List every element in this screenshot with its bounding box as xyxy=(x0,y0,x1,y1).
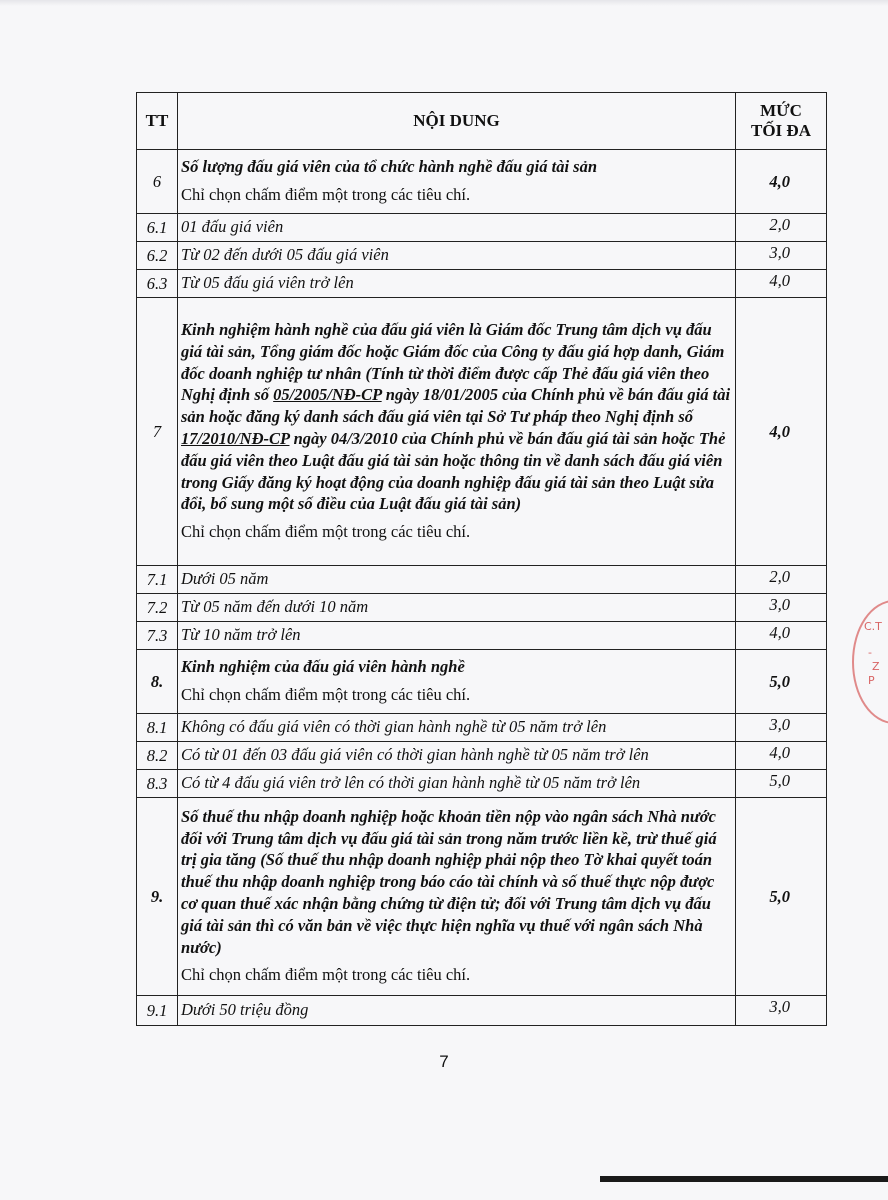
criterion-title: Kinh nghiệm của đấu giá viên hành nghề xyxy=(181,657,465,677)
red-seal-stamp: C.T - Z P xyxy=(852,600,888,724)
criterion-note: Chỉ chọn chấm điểm một trong các tiêu chí. xyxy=(181,965,471,985)
table-row xyxy=(137,996,827,1026)
max-score: 3,0 xyxy=(736,242,827,270)
table-row xyxy=(137,298,827,566)
table-row xyxy=(137,770,827,798)
max-score: 4,0 xyxy=(736,150,827,214)
criterion-text: Có từ 01 đến 03 đấu giá viên có thời gian hành nghề từ 05 năm trở lên xyxy=(178,742,736,770)
row-tt: 7 xyxy=(137,298,178,566)
table-row xyxy=(137,242,827,270)
criterion-text: Từ 05 năm đến dưới 10 năm xyxy=(178,594,736,622)
table-row xyxy=(137,214,827,242)
max-score: 5,0 xyxy=(736,770,827,798)
criterion-text: Không có đấu giá viên có thời gian hành nghề từ 05 năm trở lên xyxy=(178,714,736,742)
table-row xyxy=(137,650,827,714)
criterion-note: Chỉ chọn chấm điểm một trong các tiêu chí. xyxy=(181,685,471,704)
criterion-text: 01 đấu giá viên xyxy=(178,214,736,242)
row-tt: 8.1 xyxy=(137,714,178,742)
criterion-text: Từ 05 đấu giá viên trở lên xyxy=(178,270,736,298)
criterion-note: Chỉ chọn chấm điểm một trong các tiêu chí. xyxy=(181,185,471,204)
page-number: 7 xyxy=(439,1052,449,1071)
row-tt: 8.3 xyxy=(137,770,178,798)
decree-reference: 17/2010/NĐ-CP xyxy=(181,429,290,448)
header-max-line1: MỨC xyxy=(760,100,802,120)
table-row xyxy=(137,270,827,298)
criterion-text: Dưới 05 năm xyxy=(178,566,736,594)
table-row xyxy=(137,742,827,770)
row-tt: 6.2 xyxy=(137,242,178,270)
scan-edge-bar xyxy=(600,1176,888,1182)
criterion-title: Kinh nghiệm hành nghề của đấu giá viên là Giám đốc Trung tâm dịch vụ đấu giá tài sản, Tổng giám đốc hoặc Giám đốc của Công ty đấu giá hợp danh, Giám đốc doanh nghiệp tư nhân (Tính từ thời điểm được cấp Thẻ đấu giá viên theo Nghị định số 05/2005/NĐ-CP ngày 18/01/2005 của Chính phủ về bán đấu giá tài sản hoặc đăng ký danh sách đấu giá viên tại Sở Tư pháp theo Nghị định số 17/2010/NĐ-CP ngày 04/3/2010 của Chính phủ về bán đấu giá tài sản hoặc Thẻ đấu giá viên theo Luật đấu giá tài sản hoặc thông tin về danh sách đấu giá viên trong Giấy đăng ký hoạt động của doanh nghiệp đấu giá tài sản theo Luật sửa đổi, bổ sung một số điều của Luật đấu giá tài sản) xyxy=(181,320,731,514)
row-tt: 6.1 xyxy=(137,214,178,242)
row-tt: 7.3 xyxy=(137,622,178,650)
row-tt: 8. xyxy=(137,650,178,714)
max-score: 5,0 xyxy=(736,798,827,996)
row-tt: 8.2 xyxy=(137,742,178,770)
criterion-title: Số lượng đấu giá viên của tổ chức hành nghề đấu giá tài sản xyxy=(181,157,597,177)
table-row xyxy=(137,150,827,214)
criterion-text: Từ 10 năm trở lên xyxy=(178,622,736,650)
max-score: 5,0 xyxy=(736,650,827,714)
row-tt: 6 xyxy=(137,150,178,214)
header-tt: TT xyxy=(137,93,178,150)
row-tt: 7.1 xyxy=(137,566,178,594)
max-score: 3,0 xyxy=(736,594,827,622)
scan-edge xyxy=(0,0,888,6)
table-row xyxy=(137,594,827,622)
max-score: 4,0 xyxy=(736,742,827,770)
max-score: 3,0 xyxy=(736,996,827,1026)
row-tt: 7.2 xyxy=(137,594,178,622)
table-header-row xyxy=(137,93,827,150)
criterion-note: Chỉ chọn chấm điểm một trong các tiêu chí. xyxy=(181,522,471,542)
header-content: NỘI DUNG xyxy=(178,93,736,150)
header-max-score xyxy=(736,93,827,150)
max-score: 4,0 xyxy=(736,270,827,298)
max-score: 4,0 xyxy=(736,298,827,566)
criterion-text: Từ 02 đến dưới 05 đấu giá viên xyxy=(178,242,736,270)
row-tt: 6.3 xyxy=(137,270,178,298)
max-score: 3,0 xyxy=(736,714,827,742)
table-row xyxy=(137,798,827,996)
max-score: 4,0 xyxy=(736,622,827,650)
criterion-text: Có từ 4 đấu giá viên trở lên có thời gian hành nghề từ 05 năm trở lên xyxy=(178,770,736,798)
header-max-line2: TỐI ĐA xyxy=(751,121,811,140)
row-tt: 9.1 xyxy=(137,996,178,1026)
table-row xyxy=(137,714,827,742)
max-score: 2,0 xyxy=(736,566,827,594)
decree-reference: 05/2005/NĐ-CP xyxy=(273,385,382,405)
table-row xyxy=(137,566,827,594)
criteria-table xyxy=(136,92,826,1026)
max-score: 2,0 xyxy=(736,214,827,242)
row-tt: 9. xyxy=(137,798,178,996)
table-row xyxy=(137,622,827,650)
criterion-title: Số thuế thu nhập doanh nghiệp hoặc khoản tiền nộp vào ngân sách Nhà nước đối với Trung tâm dịch vụ đấu giá tài sản trong năm trước liền kề, trừ thuế giá trị gia tăng (Số thuế thu nhập doanh nghiệp phải nộp theo Tờ khai quyết toán thuế thu nhập doanh nghiệp trong báo cáo tài chính và số thuế thực nộp được cơ quan thuế xác nhận bằng chứng từ điện tử; đối với Trung tâm dịch vụ đấu giá tài sản thì có văn bản về việc thực hiện nghĩa vụ thuế với ngân sách Nhà nước) xyxy=(181,806,717,957)
criterion-text: Dưới 50 triệu đồng xyxy=(178,996,736,1026)
